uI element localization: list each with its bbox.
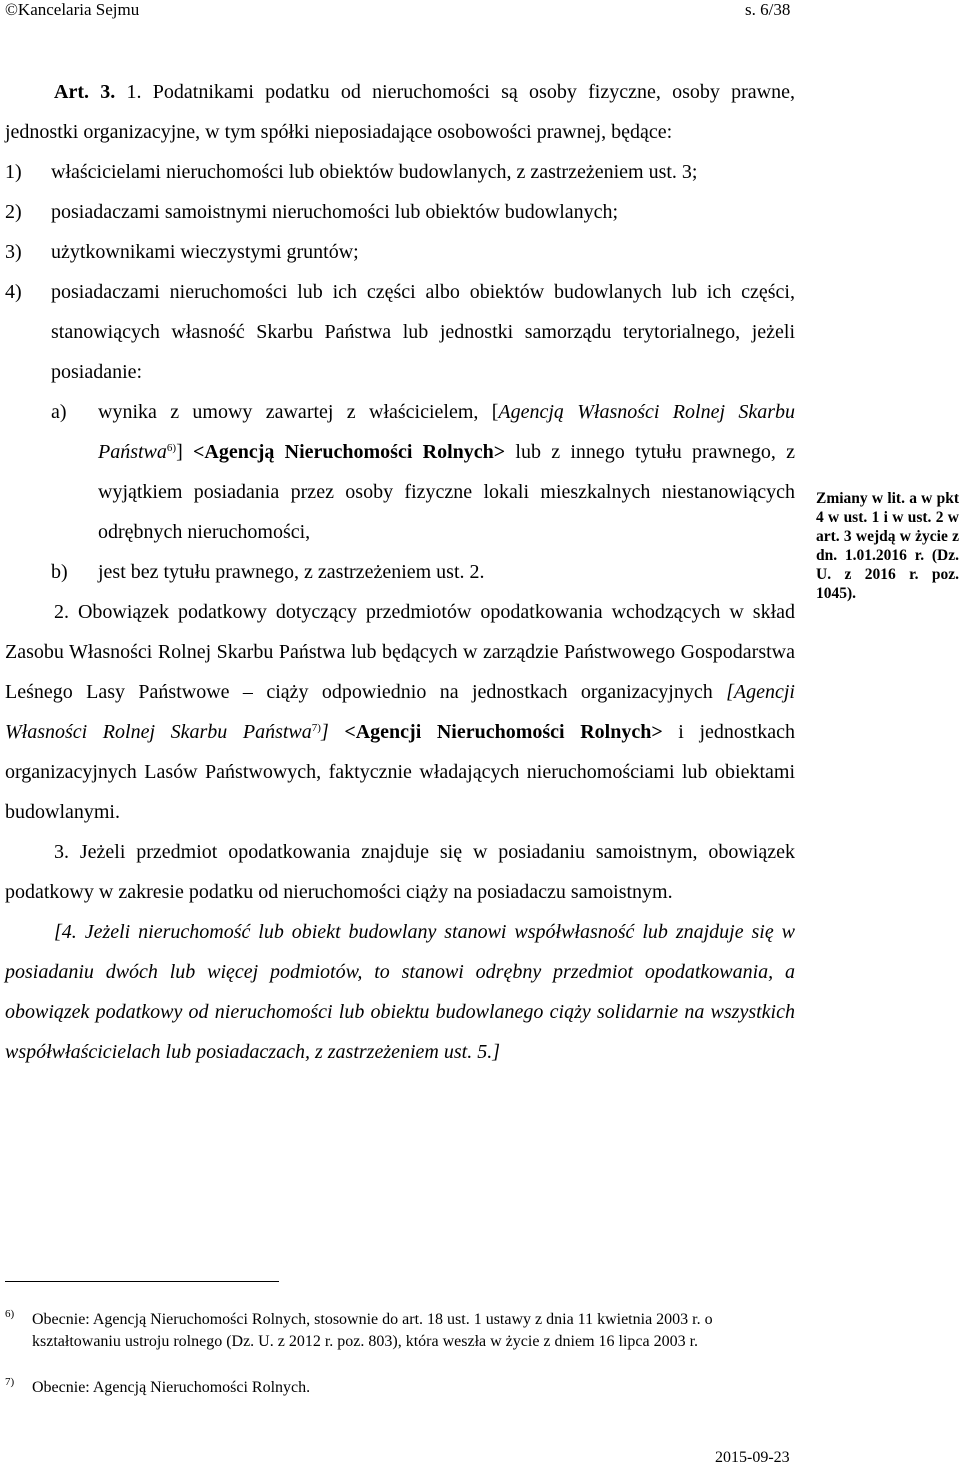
footnote-ref-6: 6) <box>166 442 177 454</box>
item-number: 3) <box>5 241 22 263</box>
par1-text: Podatnikami podatku od nieruchomości są osoby fizyczne, osoby prawne, jednostki organizacyjne, w tym spółki nieposiadające osobowości prawnej, będące: <box>5 81 795 143</box>
item-text: użytkownikami wieczystymi gruntów; <box>51 241 359 263</box>
document-body <box>5 72 795 1072</box>
art3-par1 <box>5 72 795 152</box>
art3-par2 <box>5 592 795 832</box>
list-item-1 <box>5 152 795 192</box>
art3-par4: [4. Jeżeli nieruchomość lub obiekt budowlany stanowi współwłasność lub znajduje się w posiadaniu dwóch lub więcej podmiotów, to stanowi odrębny przedmiot opodatkowania, a obowiązek podatkowy od nieruchomości lub obiektu budowlanego ciąży solidarnie na wszystkich współwłaścicielach lub posiadaczach, z zastrzeżeniem ust. 5.] <box>5 921 795 1063</box>
footnote-ref-7: 7) <box>311 722 321 734</box>
footnote-divider <box>5 1281 279 1282</box>
new-agency-name: <Agencją Nieruchomości Rolnych> <box>193 441 506 463</box>
bracket-close: ] <box>176 441 193 463</box>
sub-item-a-text: wynika z umowy zawartej z właścicielem, [ <box>98 401 499 423</box>
article-heading: Art. 3. <box>54 81 116 103</box>
list-item-4 <box>5 272 795 392</box>
page-number: s. 6/38 <box>745 0 791 19</box>
bracket-close: ] <box>320 721 329 743</box>
sub-item-b <box>5 552 795 592</box>
sub-item-b-text: jest bez tytułu prawnego, z zastrzeżeniem ust. 2. <box>98 561 485 583</box>
old-agency-name: Agencją Własności Rolnej Skarbu Państwa <box>98 401 795 463</box>
item-text: posiadaczami samoistnymi nieruchomości lub obiektów budowlanych; <box>51 201 619 223</box>
art3-par3: 3. Jeżeli przedmiot opodatkowania znajduje się w posiadaniu samoistnym, obowiązek podatkowy w zakresie podatku od nieruchomości ciąży na posiadaczu samoistnym. <box>5 841 795 903</box>
footnote-text: Obecnie: Agencją Nieruchomości Rolnych, stosownie do art. 18 ust. 1 ustawy z dnia 11 kwietnia 2003 r. o kształtowaniu ustroju rolnego (Dz. U. z 2012 r. poz. 803), która weszła w życie z dniem 16 lipca 2003 r. <box>32 1311 713 1350</box>
item-number: 4) <box>5 281 22 303</box>
new-agency-name: <Agencji Nieruchomości Rolnych> <box>328 721 663 743</box>
par1-number: 1. <box>126 81 142 103</box>
list-item-3 <box>5 232 795 272</box>
sub-item-letter: b) <box>51 561 68 583</box>
margin-note: Zmiany w lit. a w pkt 4 w ust. 1 i w ust. 2 w art. 3 wejdą w życie z dn. 1.01.2016 r. (Dz. U. z 2016 r. poz. 1045). <box>816 490 959 602</box>
list-item-2 <box>5 192 795 232</box>
footnote-mark: 7) <box>5 1376 15 1388</box>
sub-item-letter: a) <box>51 401 67 423</box>
sub-item-a-text-cont: lub z innego tytułu prawnego, z wyjątkiem posiadania przez osoby fizyczne lokali mieszkalnych niestanowiących odrębnych nieruchomości, <box>98 441 795 543</box>
item-text: właścicielami nieruchomości lub obiektów budowlanych, z zastrzeżeniem ust. 3; <box>51 161 698 183</box>
sub-item-a <box>5 392 795 552</box>
footer-date: 2015-09-23 <box>715 1449 790 1466</box>
par2-text-cont: i jednostkach organizacyjnych Lasów Państwowych, faktycznie władających nieruchomościami lub obiektami budowlanymi. <box>5 721 795 823</box>
item-number: 1) <box>5 161 22 183</box>
header-source: ©Kancelaria Sejmu <box>5 0 140 19</box>
footnote-text: Obecnie: Agencją Nieruchomości Rolnych. <box>32 1379 311 1396</box>
footnote-mark: 6) <box>5 1308 15 1320</box>
item-text: posiadaczami nieruchomości lub ich części albo obiektów budowlanych lub ich części, stanowiących własność Skarbu Państwa lub jednostki samorządu terytorialnego, jeżeli posiadanie: <box>51 281 795 383</box>
item-number: 2) <box>5 201 22 223</box>
old-agency-name: [Agencji Własności Rolnej Skarbu Państwa <box>5 681 795 743</box>
par2-text: 2. Obowiązek podatkowy dotyczący przedmiotów opodatkowania wchodzących w skład Zasobu Własności Rolnej Skarbu Państwa lub będących w zarządzie Państwowego Gospodarstwa Leśnego Lasy Państwowe – ciąży odpowiednio na jednostkach organizacyjnych <box>5 601 795 703</box>
